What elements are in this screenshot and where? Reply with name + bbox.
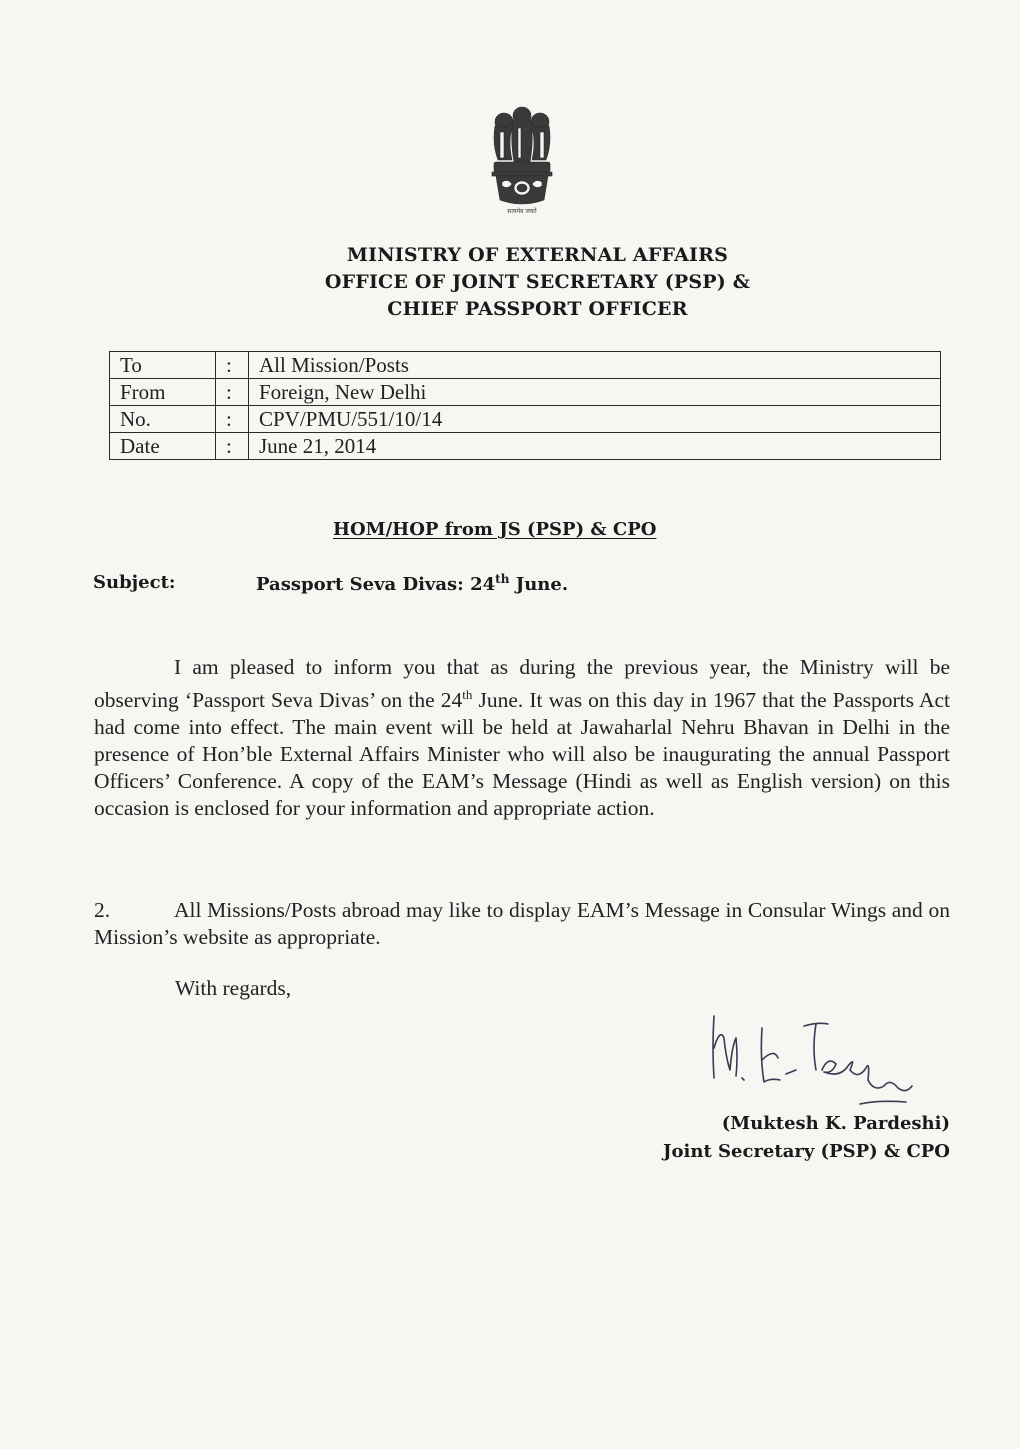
subject-text-end: June. [509, 574, 569, 595]
subject-text [256, 572, 568, 595]
body-paragraph-1 [94, 654, 950, 822]
routing-value: CPV/PMU/551/10/14 [249, 406, 941, 433]
body-paragraph-2 [94, 897, 950, 951]
routing-table [109, 351, 941, 460]
header-officer: CHIEF PASSPORT OFFICER [387, 298, 688, 320]
routing-value: Foreign, New Delhi [249, 379, 941, 406]
subject-superscript: th [495, 572, 510, 586]
header-ministry: MINISTRY OF EXTERNAL AFFAIRS [346, 244, 729, 266]
signatory-name: (Muktesh K. Pardeshi) [721, 1113, 950, 1134]
subject-text-main: Passport Seva Divas: 24 [256, 574, 496, 595]
routing-label: Date [110, 433, 216, 460]
emblem-motto: सत्यमेव जयते [507, 208, 537, 215]
routing-separator: : [216, 433, 249, 460]
routing-separator: : [216, 406, 249, 433]
routing-row-number [110, 406, 941, 433]
routing-value: June 21, 2014 [249, 433, 941, 460]
closing-regards: With regards, [175, 976, 292, 1000]
routing-separator: : [216, 352, 249, 379]
subject-label: Subject: [93, 572, 176, 593]
routing-label: To [110, 352, 216, 379]
signature-icon [700, 1008, 920, 1113]
routing-row-from [110, 379, 941, 406]
paragraph-number: 2. [94, 898, 111, 922]
paragraph-1-superscript: th [462, 687, 473, 702]
routing-row-to [110, 352, 941, 379]
routing-label: No. [110, 406, 216, 433]
paragraph-1-part-a: I am pleased to inform you that as during the previous year, the Ministry will be observing ‘Passport Seva Divas’ on the 24 [94, 655, 950, 713]
routing-label: From [110, 379, 216, 406]
signatory-title: Joint Secretary (PSP) & CPO [663, 1141, 950, 1162]
document-title: HOM/HOP from JS (PSP) & CPO [333, 519, 657, 540]
routing-row-date [110, 433, 941, 460]
paragraph-1-part-b: June. It was on this day in 1967 that the Passports Act had come into effect. The main event will be held at Jawaharlal Nehru Bhavan in Delhi in the presence of Hon’ble External Affairs Minister who will also be inaugurating the annual Passport Officers’ Conference. A copy of the EAM’s Message (Hindi as well as English version) on this occasion is enclosed for your information and appropriate action. [94, 688, 950, 821]
routing-separator: : [216, 379, 249, 406]
header-office: OFFICE OF JOINT SECRETARY (PSP) & [324, 271, 751, 293]
routing-value: All Mission/Posts [249, 352, 941, 379]
state-emblem-icon [482, 104, 562, 216]
paragraph-2-text: All Missions/Posts abroad may like to display EAM’s Message in Consular Wings and on Mission’s website as appropriate. [94, 898, 950, 949]
